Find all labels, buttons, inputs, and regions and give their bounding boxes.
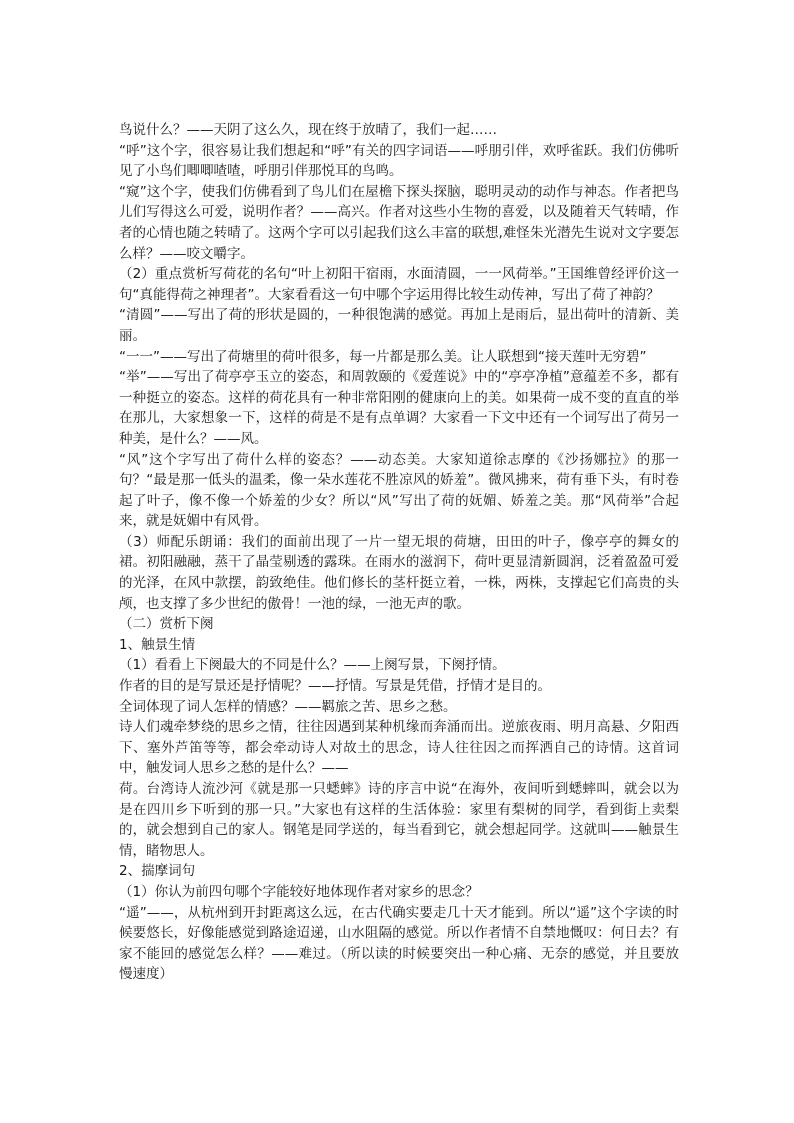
paragraph-difference-question: （1）看看上下阕最大的不同是什么？——上阕写景，下阕抒情。 <box>119 657 506 674</box>
paragraph-hu-analysis: “呼”这个字，很容易让我们想起和“呼”有关的四字词语——呼朋引伴，欢呼雀跃。我们仿佛听见了小鸟们唧唧喳喳，呼朋引伴那悦耳的鸟鸣。 <box>119 142 679 180</box>
paragraph-liushahe-example: 荷。台湾诗人流沙河《就是那一只蟋蟀》诗的序言中说“在海外，夜间听到蟋蟀叫，就会以为是在四川乡下听到的那一只。”大家也有这样的生活体验：家里有梨树的同学，看到街上卖梨的，就会想到自己的家人。钢笔是同学送的，每当看到它，就会想起同学。这就叫——触景生情，睹物思人。 <box>119 781 679 859</box>
paragraph-homesick-poets: 诗人们魂牵梦绕的思乡之情，往往因遇到某种机缘而奔涌而出。逆旅夜雨、明月高悬、夕阳西下、塞外芦笛等等，都会牵动诗人对故土的思念，诗人往往因之而挥洒自己的诗情。这首词中，触发词人思乡之愁的是什么？—— <box>119 719 679 777</box>
paragraph-lotus-line-question: （2）重点赏析写荷花的名句“叶上初阳干宿雨，水面清圆，一一风荷举。”王国维曾经评价这一句“真能得荷之神理者”。大家看看这一句中哪个字运用得比较生动传神，写出了荷了神韵？ <box>119 266 679 303</box>
paragraph-teacher-recital: （3）师配乐朗诵：我们的面前出现了一片一望无垠的荷塘，田田的叶子，像亭亭的舞女的裙。初阳融融，蒸干了晶莹剔透的露珠。在雨水的滋润下，荷叶更显清新圆润，泛着盈盈可爱的光泽，在风中款摆，韵致绝佳。他们修长的茎杆挺立着，一株，两株，支撑起它们高贵的头颅，也支撑了多少世纪的傲骨！一池的绿，一池无声的歌。 <box>119 533 679 612</box>
paragraph-word-question: （1）你认为前四句哪个字能较好地体现作者对家乡的思念？ <box>119 883 479 900</box>
paragraph-emotion-question: 全词体现了词人怎样的情感？——羁旅之苦、思乡之愁。 <box>119 698 457 715</box>
paragraph-bird-question: 鸟说什么？——天阴了这么久，现在终于放晴了，我们一起…… <box>119 122 497 138</box>
subsection-heading-word-study: 2、揣摩词句 <box>119 863 196 880</box>
section-heading-second-stanza: （二）赏析下阕 <box>119 616 214 633</box>
paragraph-yiyi-analysis: “一一”——写出了荷塘里的荷叶很多，每一片都是那么美。让人联想到“接天莲叶无穷碧” <box>119 348 647 365</box>
paragraph-qingyuan-analysis: “清圆”——写出了荷的形状是圆的，一种很饱满的感觉。再加上是雨后，显出荷叶的清新、美丽。 <box>119 307 679 344</box>
paragraph-kui-analysis: “窥”这个字，使我们仿佛看到了鸟儿们在屋檐下探头探脑，聪明灵动的动作与神态。作者把鸟儿们写得这么可爱，说明作者？——高兴。作者对这些小生物的喜爱，以及随着天气转晴，作者的心情也随之转晴了。这两个字可以引起我们这么丰富的联想,难怪朱光潜先生说对文字要怎么样？——咬文嚼字。 <box>119 183 679 262</box>
paragraph-purpose-question: 作者的目的是写景还是抒情呢？——抒情。写景是凭借，抒情才是目的。 <box>119 678 551 695</box>
paragraph-feng-analysis: “风”这个字写出了荷什么样的姿态？——动态美。大家知道徐志摩的《沙扬娜拉》的那一句？“最是那一低头的温柔，像一朵水莲花不胜凉风的娇羞”。微风拂来，荷有垂下头，有时卷起了叶子，像不像一个娇羞的少女？所以“风”写出了荷的妩媚、娇羞之美。那“风荷举”合起来，就是妩媚中有风骨。 <box>119 451 679 530</box>
paragraph-yao-analysis: “遥”——，从杭州到开封距离这么远，在古代确实要走几十天才能到。所以“遥”这个字读的时候要悠长，好像能感觉到路途迢递，山水阻隔的感觉。所以作者情不自禁地慨叹：何日去？有家不能回的感觉怎么样？——难过。（所以读的时候要突出一种心痛、无奈的感觉，并且要放慢速度） <box>119 904 679 983</box>
document-page <box>119 120 679 985</box>
paragraph-ju-analysis: “举”——写出了荷亭亭玉立的姿态，和周敦颐的《爱莲说》中的“亭亭净植”意蕴差不多，都有一种挺立的姿态。这样的荷花具有一种非常阳刚的健康向上的美。如果荷一成不变的直直的举在那儿，大家想象一下，这样的荷是不是有点单调？大家看一下文中还有一个词写出了荷另一种美，是什么？——风。 <box>119 369 679 447</box>
subsection-heading-scene-emotion: 1、触景生情 <box>119 636 196 653</box>
